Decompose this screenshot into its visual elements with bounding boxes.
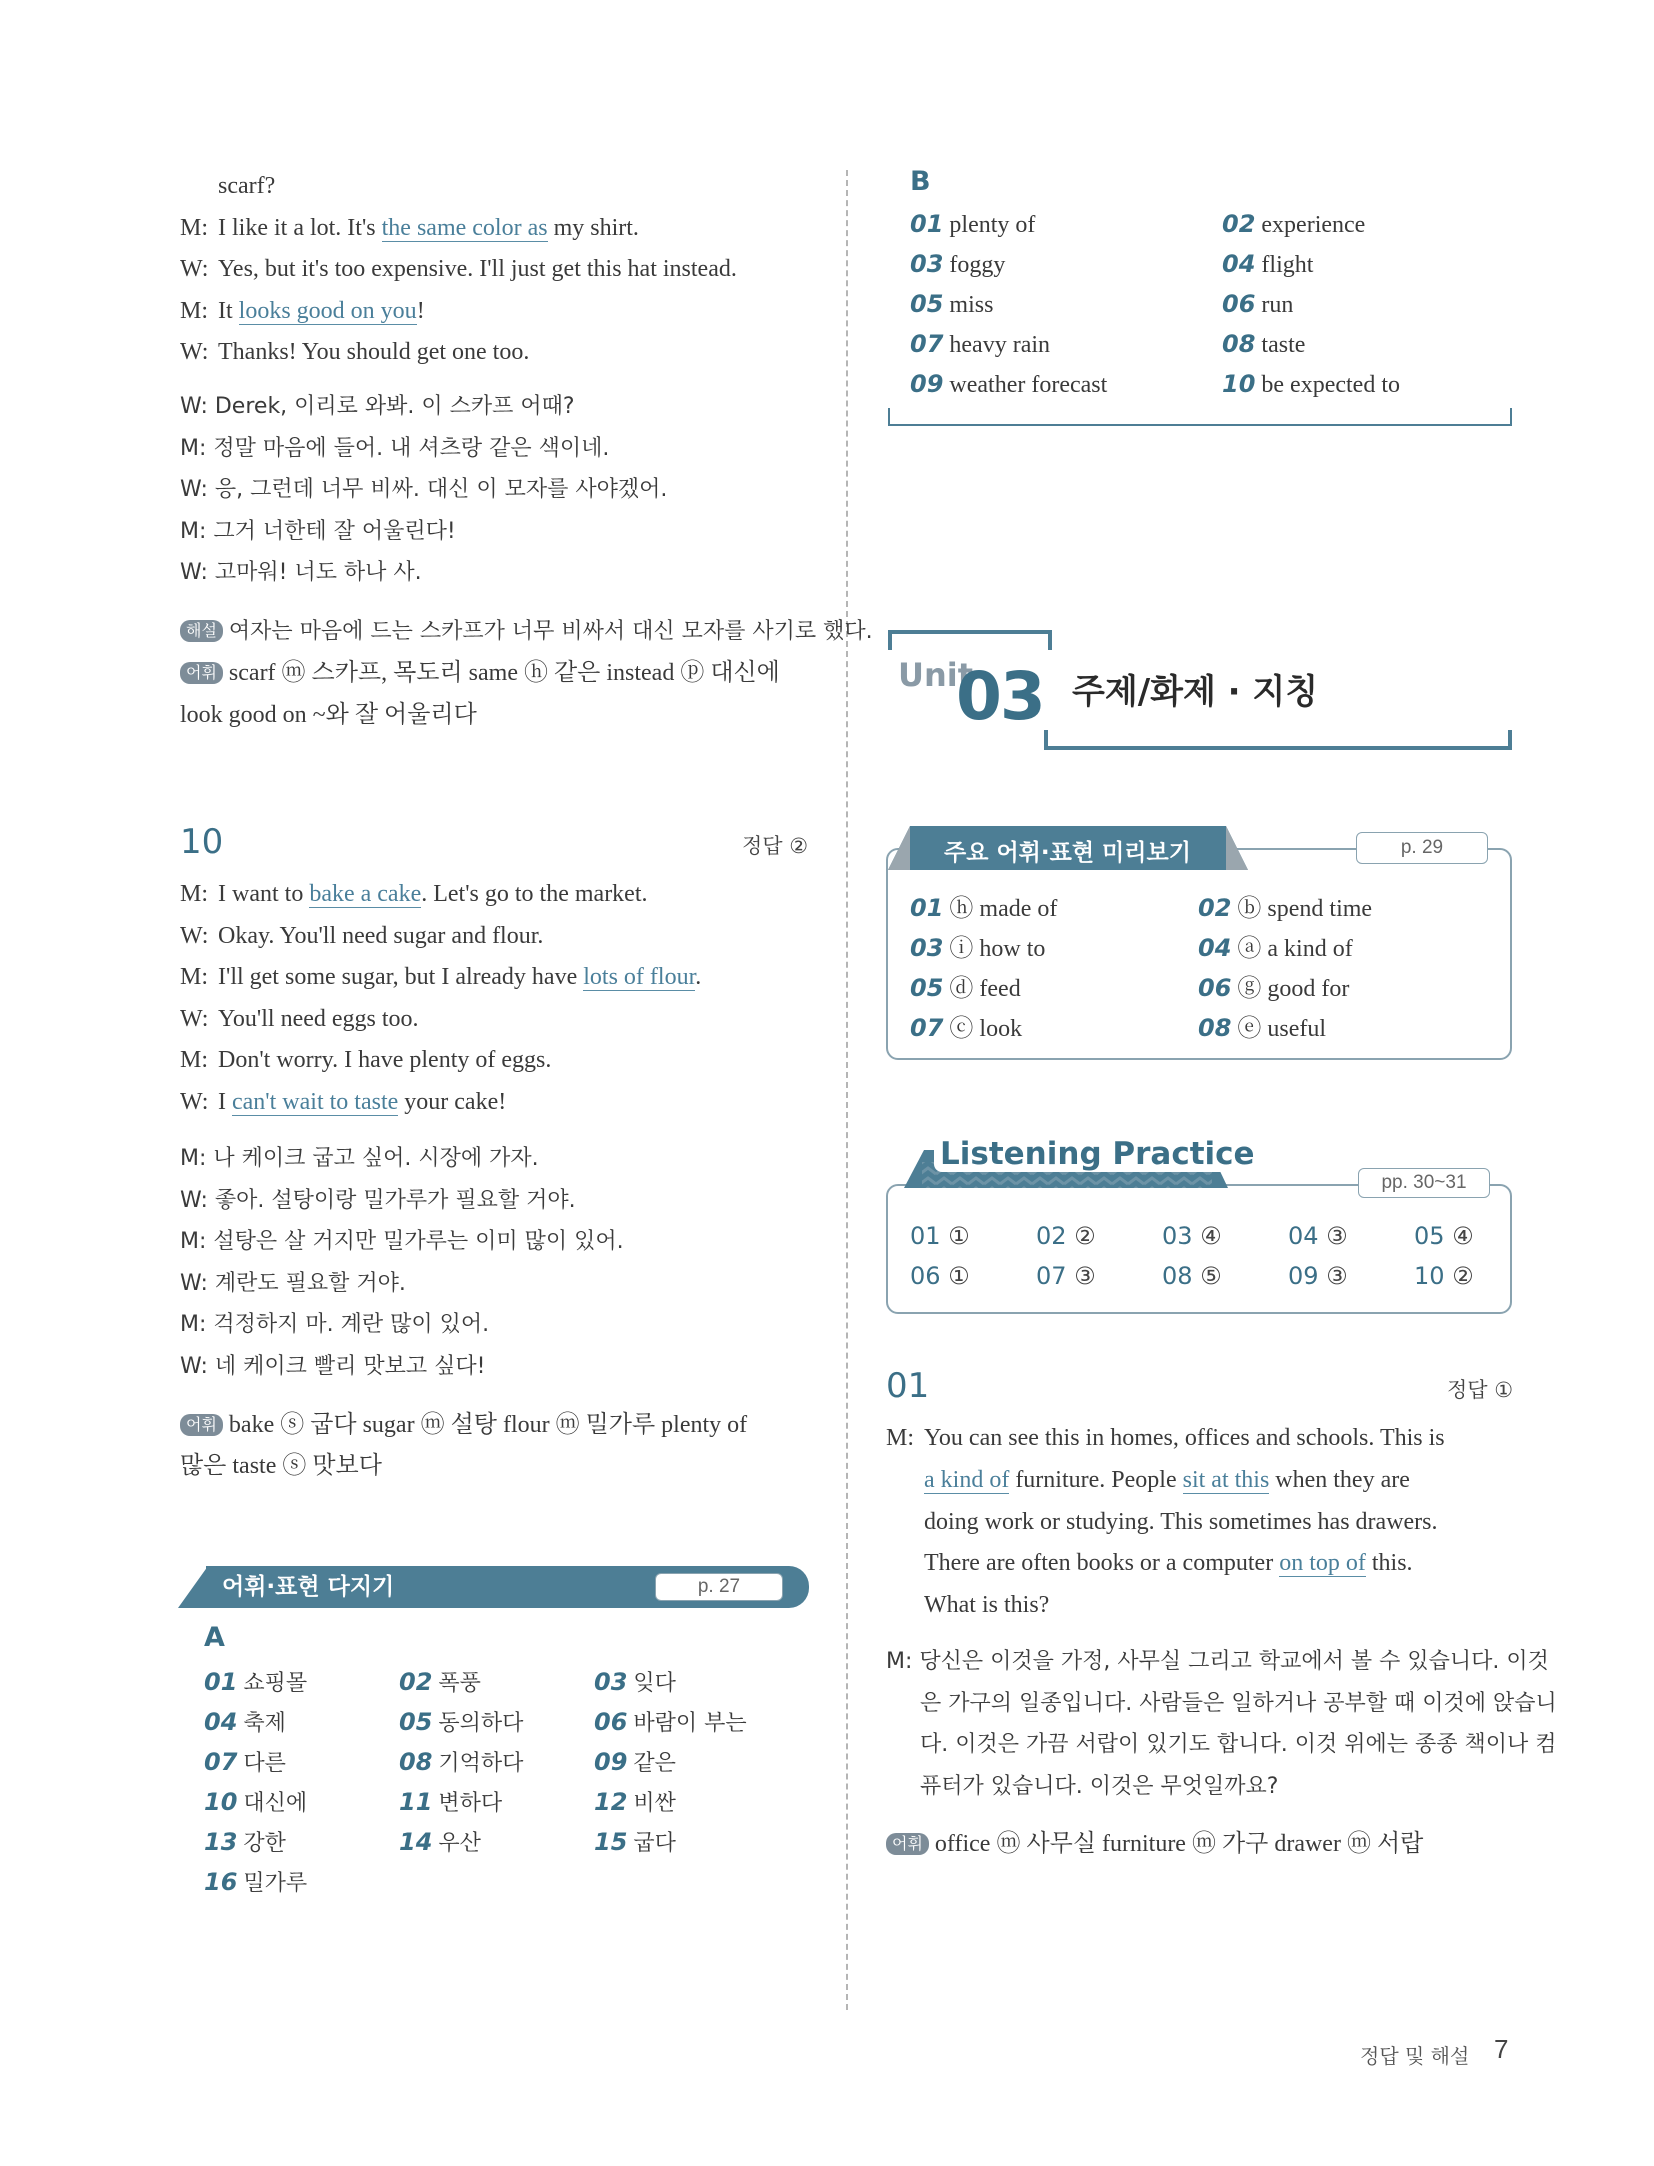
lp-number: 04: [1288, 1222, 1319, 1250]
item-number: 10: [1222, 370, 1256, 398]
a-item: [204, 1786, 307, 1817]
text-part: You can see this in homes, offices and schools. This is: [924, 1425, 1445, 1451]
translation-line: 은 가구의 일종입니다. 사람들은 일하거나 공부할 때 이것에 앉습니: [920, 1690, 1557, 1716]
speaker: M:: [180, 214, 209, 241]
vocab-tag: 어휘: [180, 1414, 223, 1436]
key-phrase: the same color as: [381, 214, 548, 241]
lp-number: 09: [1288, 1262, 1319, 1290]
item-number: 01: [910, 894, 944, 922]
text-part: Okay. You'll need sugar and flour.: [218, 922, 544, 949]
dialog-line: [924, 1547, 1413, 1579]
unit-frame-top: [888, 630, 1052, 650]
item-number: 15: [594, 1828, 628, 1856]
item-number: 02: [399, 1668, 433, 1696]
text-part: I: [218, 1088, 232, 1115]
translation-line: W: 고마워! 너도 하나 사.: [180, 560, 422, 585]
item-text: ⓐ a kind of: [1237, 936, 1353, 962]
lp-number: 03: [1162, 1222, 1193, 1250]
text-part: Yes, but it's too expensive. I'll just get this hat instead.: [218, 256, 737, 282]
preview-page: p. 29: [1356, 832, 1488, 864]
a-item: [594, 1666, 676, 1697]
a-item: [204, 1666, 307, 1697]
translation-line: M: 정말 마음에 들어. 내 셔츠랑 같은 색이네.: [180, 435, 610, 461]
text-part: There are often books or a computer: [924, 1550, 1280, 1577]
text-part: It: [218, 297, 239, 324]
speaker: M:: [180, 881, 209, 907]
lp-number: 08: [1162, 1262, 1193, 1290]
lp-choice: ③: [1318, 1222, 1348, 1250]
translation-line: W: 좋아. 설탕이랑 밀가루가 필요할 거야.: [180, 1187, 576, 1213]
lp-choice: ②: [1066, 1222, 1096, 1250]
item-text: ⓘ how to: [949, 936, 1046, 962]
preview-item: [910, 1008, 1022, 1043]
lp-choice: ①: [940, 1262, 970, 1290]
a-item: [399, 1786, 502, 1817]
column-divider: [846, 170, 848, 2010]
lp-answer: [1162, 1262, 1222, 1290]
translation-line: M: 나 케이크 굽고 싶어. 시장에 가자.: [180, 1146, 539, 1171]
unit-frame-bottom: [1044, 730, 1512, 750]
item-text: ⓖ good for: [1237, 976, 1350, 1002]
item-text: 잊다: [633, 1671, 676, 1696]
dialog-line: [180, 336, 529, 368]
question-01-answer: 정답 ①: [1447, 1378, 1514, 1402]
question-10-number: 10: [180, 822, 224, 862]
lp-number: 01: [910, 1222, 941, 1250]
preview-item: [1198, 888, 1372, 923]
b-item: [1222, 290, 1293, 319]
text-part: Don't worry. I have plenty of eggs.: [218, 1047, 552, 1073]
dialog-line: [924, 1464, 1410, 1496]
translation-line: W: 계란도 필요할 거야.: [180, 1270, 406, 1296]
text-part: your cake!: [398, 1088, 507, 1115]
speaker: W:: [180, 339, 209, 365]
translation-line: 퓨터가 있습니다. 이것은 무엇일까요?: [920, 1773, 1279, 1799]
b-item: [910, 330, 1050, 359]
b-item: [1222, 250, 1313, 279]
dialog-line: [180, 1003, 419, 1035]
explain-tag: 해설: [180, 620, 223, 642]
b-item: [910, 250, 1005, 279]
lp-choice: ④: [1192, 1222, 1222, 1250]
lp-number: 02: [1036, 1222, 1067, 1250]
dialog-line: [886, 1422, 1445, 1454]
item-text: 같은: [633, 1751, 676, 1776]
item-text: be expected to: [1261, 372, 1401, 398]
a-item: [594, 1706, 747, 1737]
text-part: What is this?: [924, 1592, 1050, 1619]
lp-choice: ③: [1066, 1262, 1096, 1290]
speaker: W:: [180, 922, 209, 949]
lp-answer: [1036, 1222, 1096, 1250]
item-text: experience: [1261, 212, 1366, 238]
item-number: 14: [399, 1828, 433, 1856]
item-number: 09: [910, 370, 944, 398]
lp-number: 06: [910, 1262, 941, 1290]
key-phrase: on top of: [1279, 1550, 1366, 1577]
item-text: plenty of: [949, 212, 1036, 238]
item-number: 12: [594, 1788, 628, 1816]
vocab-10-line1: 어휘 bake ⓢ 굽다 sugar ⓜ 설탕 flour ⓜ 밀가루 plenty of: [180, 1409, 747, 1441]
a-item: [399, 1706, 523, 1737]
listening-practice-title: Listening Practice: [934, 1136, 1261, 1172]
lp-answer: [910, 1262, 970, 1290]
lp-answer: [1288, 1222, 1348, 1250]
item-text: taste: [1261, 332, 1306, 358]
item-text: 밀가루: [243, 1871, 308, 1896]
lp-number: 05: [1414, 1222, 1445, 1250]
a-item: [399, 1826, 481, 1857]
item-number: 10: [204, 1788, 238, 1816]
lp-answer: [1414, 1262, 1474, 1290]
item-text: ⓔ useful: [1237, 1016, 1327, 1042]
lp-number: 07: [1036, 1262, 1067, 1290]
item-text: 쇼핑몰: [243, 1671, 308, 1696]
a-item: [399, 1746, 523, 1777]
section-b-label: B: [910, 166, 931, 197]
dialog-line: [218, 170, 275, 202]
page-number: 7: [1494, 2034, 1509, 2064]
lp-choice: ①: [940, 1222, 970, 1250]
item-text: ⓑ spend time: [1237, 896, 1373, 922]
key-phrase: looks good on you: [238, 297, 417, 324]
dialog-line: [180, 878, 648, 910]
item-number: 05: [399, 1708, 433, 1736]
lp-answer: [1162, 1222, 1222, 1250]
lp-choice: ③: [1318, 1262, 1348, 1290]
unit-number: 03: [956, 658, 1044, 735]
a-item: [399, 1666, 481, 1697]
translation-line: M: 걱정하지 마. 계란 많이 있어.: [180, 1312, 490, 1337]
unit-title: 주제/화제 · 지칭: [1072, 672, 1319, 712]
a-item: [204, 1746, 286, 1777]
translation-line: M: 당신은 이것을 가정, 사무실 그리고 학교에서 볼 수 있습니다. 이것: [886, 1649, 1549, 1674]
item-number: 04: [1222, 250, 1256, 278]
item-number: 13: [204, 1828, 238, 1856]
preview-item: [910, 968, 1021, 1003]
section-vocab-review-title: 어휘·표현 다지기: [222, 1574, 395, 1600]
item-number: 04: [1198, 934, 1232, 962]
item-number: 04: [204, 1708, 238, 1736]
section-a-label: A: [204, 1622, 225, 1653]
text-part: doing work or studying. This sometimes has drawers.: [924, 1508, 1438, 1535]
item-number: 07: [910, 330, 944, 358]
a-item: [204, 1706, 286, 1737]
speaker: W:: [180, 1088, 209, 1115]
text-part: I'll get some sugar, but I already have: [218, 964, 584, 990]
text-part: . Let's go to the market.: [421, 881, 648, 907]
translation-line: M: 설탕은 살 거지만 밀가루는 이미 많이 있어.: [180, 1229, 624, 1254]
speaker: M:: [180, 1047, 209, 1073]
item-number: 11: [399, 1788, 433, 1816]
b-item: [1222, 210, 1365, 239]
text-part: scarf?: [218, 173, 276, 199]
item-text: flight: [1261, 252, 1314, 278]
vocab-10-line2: 많은 taste ⓢ 맛보다: [180, 1453, 382, 1479]
dialog-line: [180, 1044, 551, 1076]
text-part: !: [416, 297, 425, 324]
translation-line: W: 응, 그런데 너무 비싸. 대신 이 모자를 사야겠어.: [180, 477, 668, 502]
item-text: 변하다: [438, 1791, 503, 1816]
item-number: 01: [204, 1668, 238, 1696]
lp-answer: [1036, 1262, 1096, 1290]
unit-label: Unit: [898, 656, 974, 694]
item-text: miss: [949, 292, 994, 318]
translation-line: 다. 이것은 가끔 서랍이 있기도 합니다. 이것 위에는 종종 책이나 컴: [920, 1732, 1557, 1757]
section-triangle-icon: [178, 1566, 208, 1608]
item-number: 16: [204, 1868, 238, 1896]
question-01-number: 01: [886, 1366, 930, 1406]
item-text: ⓗ made of: [949, 896, 1058, 922]
item-number: 09: [594, 1748, 628, 1776]
item-number: 05: [910, 290, 944, 318]
dialog-line: [180, 1086, 506, 1118]
vocab-01: 어휘 office ⓜ 사무실 furniture ⓜ 가구 drawer ⓜ 서랍: [886, 1828, 1423, 1860]
key-phrase: sit at this: [1182, 1466, 1270, 1493]
speaker: M:: [180, 964, 209, 990]
key-phrase: a kind of: [924, 1466, 1010, 1493]
key-phrase: can't wait to taste: [232, 1088, 399, 1115]
preview-title: 주요 어휘·표현 미리보기: [944, 840, 1191, 866]
preview-item: [1198, 1008, 1326, 1043]
dialog-line: [180, 961, 701, 993]
section-vocab-review-page: p. 27: [655, 1573, 783, 1601]
question-10-answer: 정답 ②: [742, 834, 809, 858]
item-number: 02: [1222, 210, 1256, 238]
text-part: You'll need eggs too.: [218, 1005, 419, 1032]
dialog-line: [180, 212, 639, 244]
dialog-line: [180, 253, 737, 285]
listening-practice-page: pp. 30~31: [1358, 1168, 1490, 1198]
vocab-tag: 어휘: [180, 662, 223, 684]
b-item: [910, 210, 1035, 239]
a-item: [594, 1826, 676, 1857]
item-text: ⓓ feed: [949, 976, 1021, 1002]
item-text: 축제: [243, 1711, 286, 1736]
item-text: 비싼: [633, 1791, 676, 1816]
item-number: 07: [204, 1748, 238, 1776]
item-number: 08: [1198, 1014, 1232, 1042]
lp-answer: [1288, 1262, 1348, 1290]
item-text: foggy: [949, 252, 1006, 278]
item-number: 07: [910, 1014, 944, 1042]
section-b-bracket: [888, 408, 1512, 426]
b-item: [1222, 330, 1305, 359]
item-text: 대신에: [243, 1791, 308, 1816]
item-text: heavy rain: [949, 332, 1051, 358]
item-number: 03: [910, 250, 944, 278]
b-item: [910, 370, 1107, 399]
vocab-9-line1: 어휘 scarf ⓜ 스카프, 목도리 same ⓗ 같은 instead ⓟ 대신에: [180, 657, 780, 689]
item-text: 폭풍: [438, 1671, 481, 1696]
preview-item: [1198, 928, 1353, 963]
speaker: W:: [180, 256, 209, 282]
lp-answer: [910, 1222, 970, 1250]
item-number: 02: [1198, 894, 1232, 922]
a-item: [204, 1826, 286, 1857]
dialog-line: [924, 1506, 1438, 1538]
key-phrase: lots of flour: [583, 964, 696, 990]
item-text: weather forecast: [949, 372, 1108, 398]
a-item: [204, 1866, 307, 1897]
lp-number: 10: [1414, 1262, 1445, 1290]
speaker: M:: [886, 1425, 915, 1451]
preview-item: [910, 888, 1057, 923]
item-number: 08: [1222, 330, 1256, 358]
lp-choice: ④: [1444, 1222, 1474, 1250]
item-number: 05: [910, 974, 944, 1002]
vocab-9-line2: look good on ~와 잘 어울리다: [180, 702, 477, 728]
a-item: [594, 1786, 676, 1817]
item-text: run: [1261, 292, 1294, 318]
item-number: 03: [910, 934, 944, 962]
text-part: this.: [1365, 1550, 1413, 1577]
item-text: 바람이 부는: [633, 1711, 747, 1736]
text-part: furniture. People: [1009, 1466, 1183, 1493]
item-text: 굽다: [633, 1831, 676, 1856]
item-number: 06: [594, 1708, 628, 1736]
item-text: 동의하다: [438, 1711, 524, 1736]
dialog-line: [924, 1589, 1049, 1621]
text-part: when they are: [1269, 1466, 1410, 1493]
item-number: 03: [594, 1668, 628, 1696]
item-number: 08: [399, 1748, 433, 1776]
item-text: 다른: [243, 1751, 286, 1776]
lp-answer: [1414, 1222, 1474, 1250]
b-item: [910, 290, 993, 319]
translation-line: W: 네 케이크 빨리 맛보고 싶다!: [180, 1353, 486, 1379]
lp-choice: ⑤: [1192, 1262, 1222, 1290]
a-item: [594, 1746, 676, 1777]
key-phrase: bake a cake: [309, 881, 422, 907]
footer-label: 정답 및 해설: [1360, 2044, 1470, 2068]
speaker: W:: [180, 1005, 209, 1032]
item-text: 기억하다: [438, 1751, 524, 1776]
item-number: 06: [1222, 290, 1256, 318]
text-part: I want to: [218, 881, 310, 907]
item-text: 우산: [438, 1831, 481, 1856]
item-number: 06: [1198, 974, 1232, 1002]
translation-line: W: Derek, 이리로 와봐. 이 스카프 어때?: [180, 394, 575, 419]
explain-9: 해설 여자는 마음에 드는 스카프가 너무 비싸서 대신 모자를 사기로 했다.: [180, 616, 873, 648]
item-text: 강한: [243, 1831, 286, 1856]
text-part: my shirt.: [547, 214, 639, 241]
preview-item: [1198, 968, 1349, 1003]
item-text: ⓒ look: [949, 1016, 1023, 1042]
translation-line: M: 그거 너한테 잘 어울린다!: [180, 518, 456, 544]
b-item: [1222, 370, 1400, 399]
text-part: Thanks! You should get one too.: [218, 339, 530, 365]
speaker: M:: [180, 297, 209, 324]
text-part: .: [695, 964, 702, 990]
preview-item: [910, 928, 1045, 963]
item-number: 01: [910, 210, 944, 238]
text-part: I like it a lot. It's: [218, 214, 382, 241]
dialog-line: [180, 920, 543, 952]
vocab-tag: 어휘: [886, 1833, 929, 1855]
dialog-line: [180, 295, 425, 327]
lp-choice: ②: [1444, 1262, 1474, 1290]
